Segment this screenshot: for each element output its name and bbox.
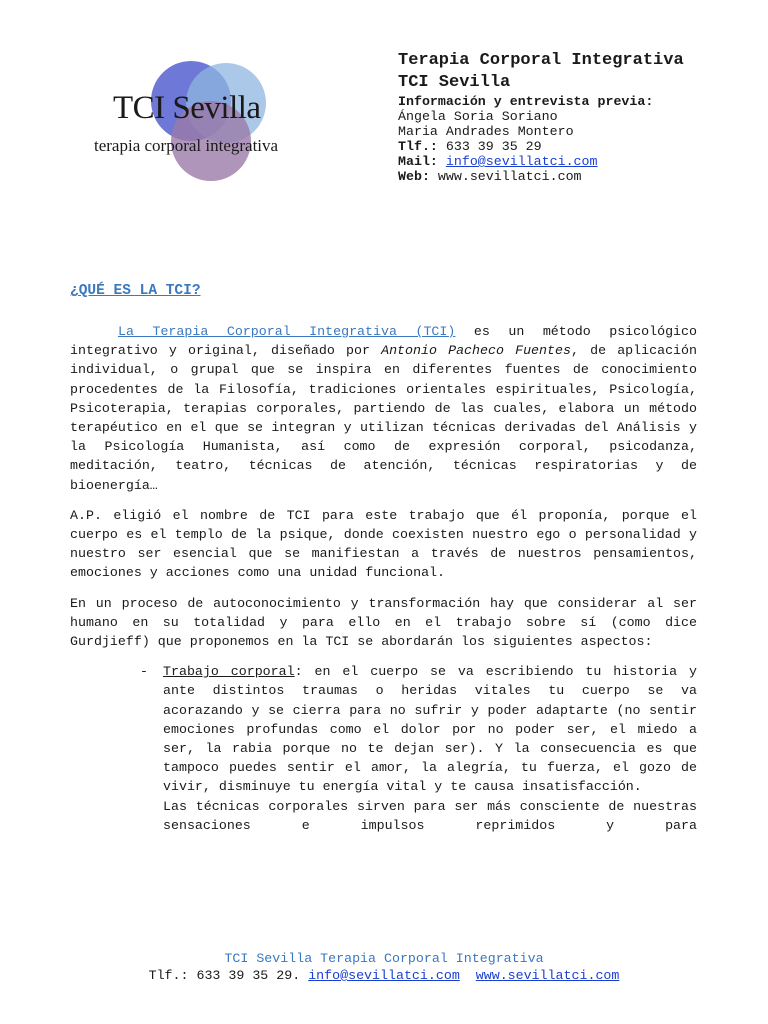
person-2: Maria Andrades Montero (398, 124, 574, 139)
footer-web-link[interactable]: www.sevillatci.com (475, 968, 620, 983)
phone-line (398, 139, 684, 154)
logo-title: TCI Sevilla (113, 90, 261, 126)
contact-title: Terapia Corporal Integrativa (398, 51, 684, 70)
bullet-body: : en el cuerpo se va escribiendo tu historia y ante distintos traumas o heridas vitales tu cuerpo se va acorazando y se cierra para no sufrir y poder adaptarte (no sentir emociones profundas como el dolor por no poder ser, el miedo a ser, la rabia porque no te dejan ser). Y la consecuencia es que tampoco puedes sentir el amor, la alegría, tu fuerza, el gozo de vivir, disminuye tu energía vital y te causa insatisfacción. (163, 664, 698, 795)
logo-subtitle: terapia corporal integrativa (94, 136, 279, 155)
mail-label: Mail: (398, 154, 438, 169)
paragraph-1 (70, 322, 697, 495)
paragraph-1-text-b: , de aplicación individual, o grupal que se inspira en diferentes fuentes de conocimiento procedentes de la Filosofía, tradiciones orientales espirituales, Psicología, Psicoterapia, terapias corporales, partiendo de las cuales, elabora un método terapéutico en el que se integran y utilizan técnicas derivadas del Análisis y la Psicología Humanista, así como de expresión corporal, psicodanza, meditación, teatro, técnicas de atención, técnicas respiratorias y de bioenergía… (70, 343, 697, 493)
footer-mail-link[interactable]: info@sevillatci.com (308, 968, 460, 983)
tci-link[interactable]: La Terapia Corporal Integrativa (TCI) (118, 324, 456, 339)
contact-subtitle: TCI Sevilla (398, 73, 511, 92)
phone-label: Tlf.: (398, 139, 438, 154)
author-name: Antonio Pacheco Fuentes (381, 343, 571, 359)
bullet-item (140, 662, 698, 835)
bullet-continuation: Las técnicas corporales sirven para ser más consciente de nuestras sensaciones e impulsos reprimidos y para (163, 798, 697, 833)
section-heading: ¿QUÉ ES LA TCI? (70, 283, 201, 299)
footer-contact (0, 967, 768, 984)
footer-title: TCI Sevilla Terapia Corporal Integrativa (224, 951, 544, 966)
mail-line (398, 154, 684, 169)
paragraph-1-text-a: es un método psicológico integrativo y original, diseñado por (70, 324, 697, 359)
contact-block (398, 50, 684, 184)
paragraph-2: A.P. eligió el nombre de TCI para este trabajo que él proponía, porque el cuerpo es el templo de la psique, donde coexisten nuestro ego o personalidad y nuestro ser esencial que se manifiestan a través de nuestros pensamientos, emociones y acciones como una unidad funcional. (70, 507, 697, 581)
web-label: Web: (398, 169, 430, 184)
footer-phone: Tlf.: 633 39 35 29. (148, 968, 309, 983)
phone-value: 633 39 35 29 (437, 139, 542, 154)
web-line (398, 169, 684, 184)
document-body (70, 322, 697, 835)
mail-link[interactable]: info@sevillatci.com (445, 154, 598, 169)
info-label: Información y entrevista previa: (398, 94, 654, 109)
footer (0, 950, 768, 984)
bullet-dash: - (140, 664, 148, 680)
paragraph-3: En un proceso de autoconocimiento y transformación hay que considerar al ser humano en su totalidad y para ello en el trabajo sobre sí (como dice Gurdjieff) que proponemos en la TCI se abordarán los siguientes aspectos: (70, 595, 697, 650)
logo (86, 58, 316, 188)
bullet-text (163, 662, 697, 796)
web-value: www.sevillatci.com (429, 169, 582, 184)
person-1: Ángela Soria Soriano (398, 109, 558, 124)
bullet-term: Trabajo corporal (163, 664, 295, 680)
